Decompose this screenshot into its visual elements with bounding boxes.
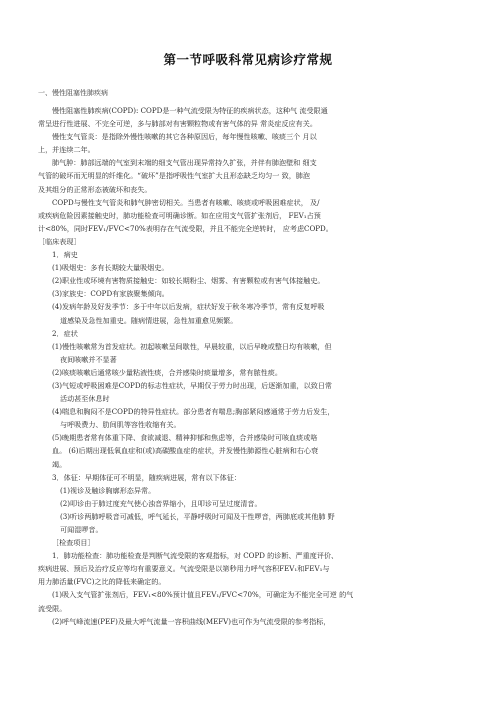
text-line: 1．肺功能检查：肺功能检查是判断气流受限的客观指标，对 COPD 的诊断、严重度评价、 bbox=[52, 551, 339, 561]
text-line: 或疾病危险因素接触史时，肺功能检查可明确诊断。如在应用支气管扩张剂后， FEV₁占预 bbox=[38, 210, 321, 220]
text-line: 气管的破坏而无明显的纤维化。“破坏”是指呼吸性气室扩大且形态缺乏均匀一 致，肺泡 bbox=[38, 171, 310, 181]
text-line: (2)叩诊由于肺过度充气使心浊音界缩小，且叩诊可呈过度清音。 bbox=[60, 498, 262, 508]
text-line: (1)吸烟史：多有长期较大量吸烟史。 bbox=[52, 263, 169, 273]
text-line: 常呈进行性进展、不完全可逆，多与肺部对有害颗粒物或有害气体的异 常炎症反应有关。 bbox=[38, 119, 317, 129]
text-line: 活动甚至休息时 bbox=[60, 394, 110, 404]
text-line: 疾病进展、预后及治疗反应等均有重要意义。气流受限是以第秒用力呼气容积FEV₁和FEV₁与 bbox=[38, 564, 330, 574]
text-line: COPD与慢性支气管炎和肺气肿密切相关。当患者有咳嗽、咳痰或呼吸困难症状， 及/ bbox=[52, 197, 320, 207]
text-line: (4)发病年龄及好发季节：多于中年以后发病，症状好发于秋冬寒冷季节，常有反复呼吸 bbox=[52, 302, 325, 312]
text-line: 上，并连续二年。 bbox=[38, 145, 95, 155]
text-line: 道感染及急性加重史。随病情进展，急性加重愈见频繁。 bbox=[60, 315, 238, 325]
text-line: (1)视诊及触诊胸廓形态异常。 bbox=[60, 485, 156, 495]
text-line: 可闻湿啰音。 bbox=[60, 525, 103, 534]
text-line: (2)职业性或环境有害物质接触史：如较长期粉尘、烟雾、有害颗粒或有害气体接触史。 bbox=[52, 276, 325, 286]
section-heading: 一、慢性阻塞性肺疾病 bbox=[38, 89, 108, 97]
text-line: (1)慢性咳嗽常为首发症状。初起咳嗽呈间歇性，早晨较重，以后早晚或整日均有咳嗽，但 bbox=[52, 341, 332, 351]
text-line: 及其组分的正常形态被破坏和丧失。 bbox=[38, 184, 152, 194]
text-line: ［检查项目］ bbox=[52, 538, 95, 548]
text-line: (2)咳痰咳嗽后通常咳少量粘液性痰，合并感染时痰量增多，常有脓性痰。 bbox=[52, 367, 282, 377]
text-line: 夜间咳嗽并不显著 bbox=[60, 354, 117, 364]
text-line: 肺气肿：肺部远端的气室到末端的细支气管出现异常持久扩张，并伴有肺泡壁和 细支 bbox=[52, 158, 317, 168]
text-line: ［临床表现］ bbox=[38, 236, 81, 246]
document-body bbox=[38, 104, 462, 628]
text-line: (5)晚期患者常有体重下降、食欲减退、精神抑郁和焦虑等，合并感染时可咳血痰或咯 bbox=[52, 433, 318, 443]
text-line: (1)吸入支气管扩张剂后，FEV₁<80%预计值且FEV₁/FVC<70%，可确定为不能完全可逆 的气 bbox=[52, 590, 354, 600]
text-line: 计<80%，同时FEV₁/FVC<70%表明存在气流受限，并且不能完全逆转时， 应考虑COPD。 bbox=[38, 223, 333, 233]
page-title: 第一节呼吸科常见病诊疗常规 bbox=[163, 52, 333, 67]
text-line: 流受限。 bbox=[38, 603, 67, 613]
text-line: 血。 (6)后期出现低氧血症和(或)高碳酸血症的症状，并发慢性肺源性心脏病和右心衰 bbox=[52, 446, 319, 456]
text-line: (2)呼气峰流速(PEF)及最大呼气流量一容积曲线(MEFV)也可作为气流受限的参考指标， bbox=[52, 616, 331, 626]
text-line: 与呼吸费力、肋间肌等容性收缩有关。 bbox=[60, 420, 181, 430]
text-line: 慢性支气管炎：是指除外慢性咳嗽的其它各种原因后，每年慢性咳嗽、咳痰三个 月以 bbox=[52, 132, 317, 142]
text-line: (3)家族史：COPD有家族聚集倾向。 bbox=[52, 289, 169, 299]
text-line: (4)喘息和胸闷不是COPD的特异性症状。部分患者有喘息;胸部紧闷感通常于劳力后发生， bbox=[52, 407, 335, 417]
text-line: 竭。 bbox=[52, 459, 67, 469]
text-line: (3)听诊两肺呼吸音可减低，呼气延长，平静呼吸时可闻及干性啰音，两肺底或其他肺 野 bbox=[60, 511, 335, 521]
text-line: 2．症状 bbox=[52, 328, 78, 338]
text-line: (3)气短或呼吸困难是COPD的标志性症状，早期仅于劳力时出现，后逐渐加重，以致日常 bbox=[52, 380, 333, 390]
text-line: 慢性阻塞性肺疾病(COPD): COPD是一种气流受限为特征的疾病状态，这种气 流受限通 bbox=[52, 106, 328, 115]
text-line: 用力肺活量(FVC)之比的降低来确定的。 bbox=[38, 577, 166, 587]
text-line: 3．体征：早期体征可不明显，随疾病进展，常有以下体征： bbox=[52, 472, 241, 482]
text-line: 1．病史 bbox=[52, 250, 78, 260]
